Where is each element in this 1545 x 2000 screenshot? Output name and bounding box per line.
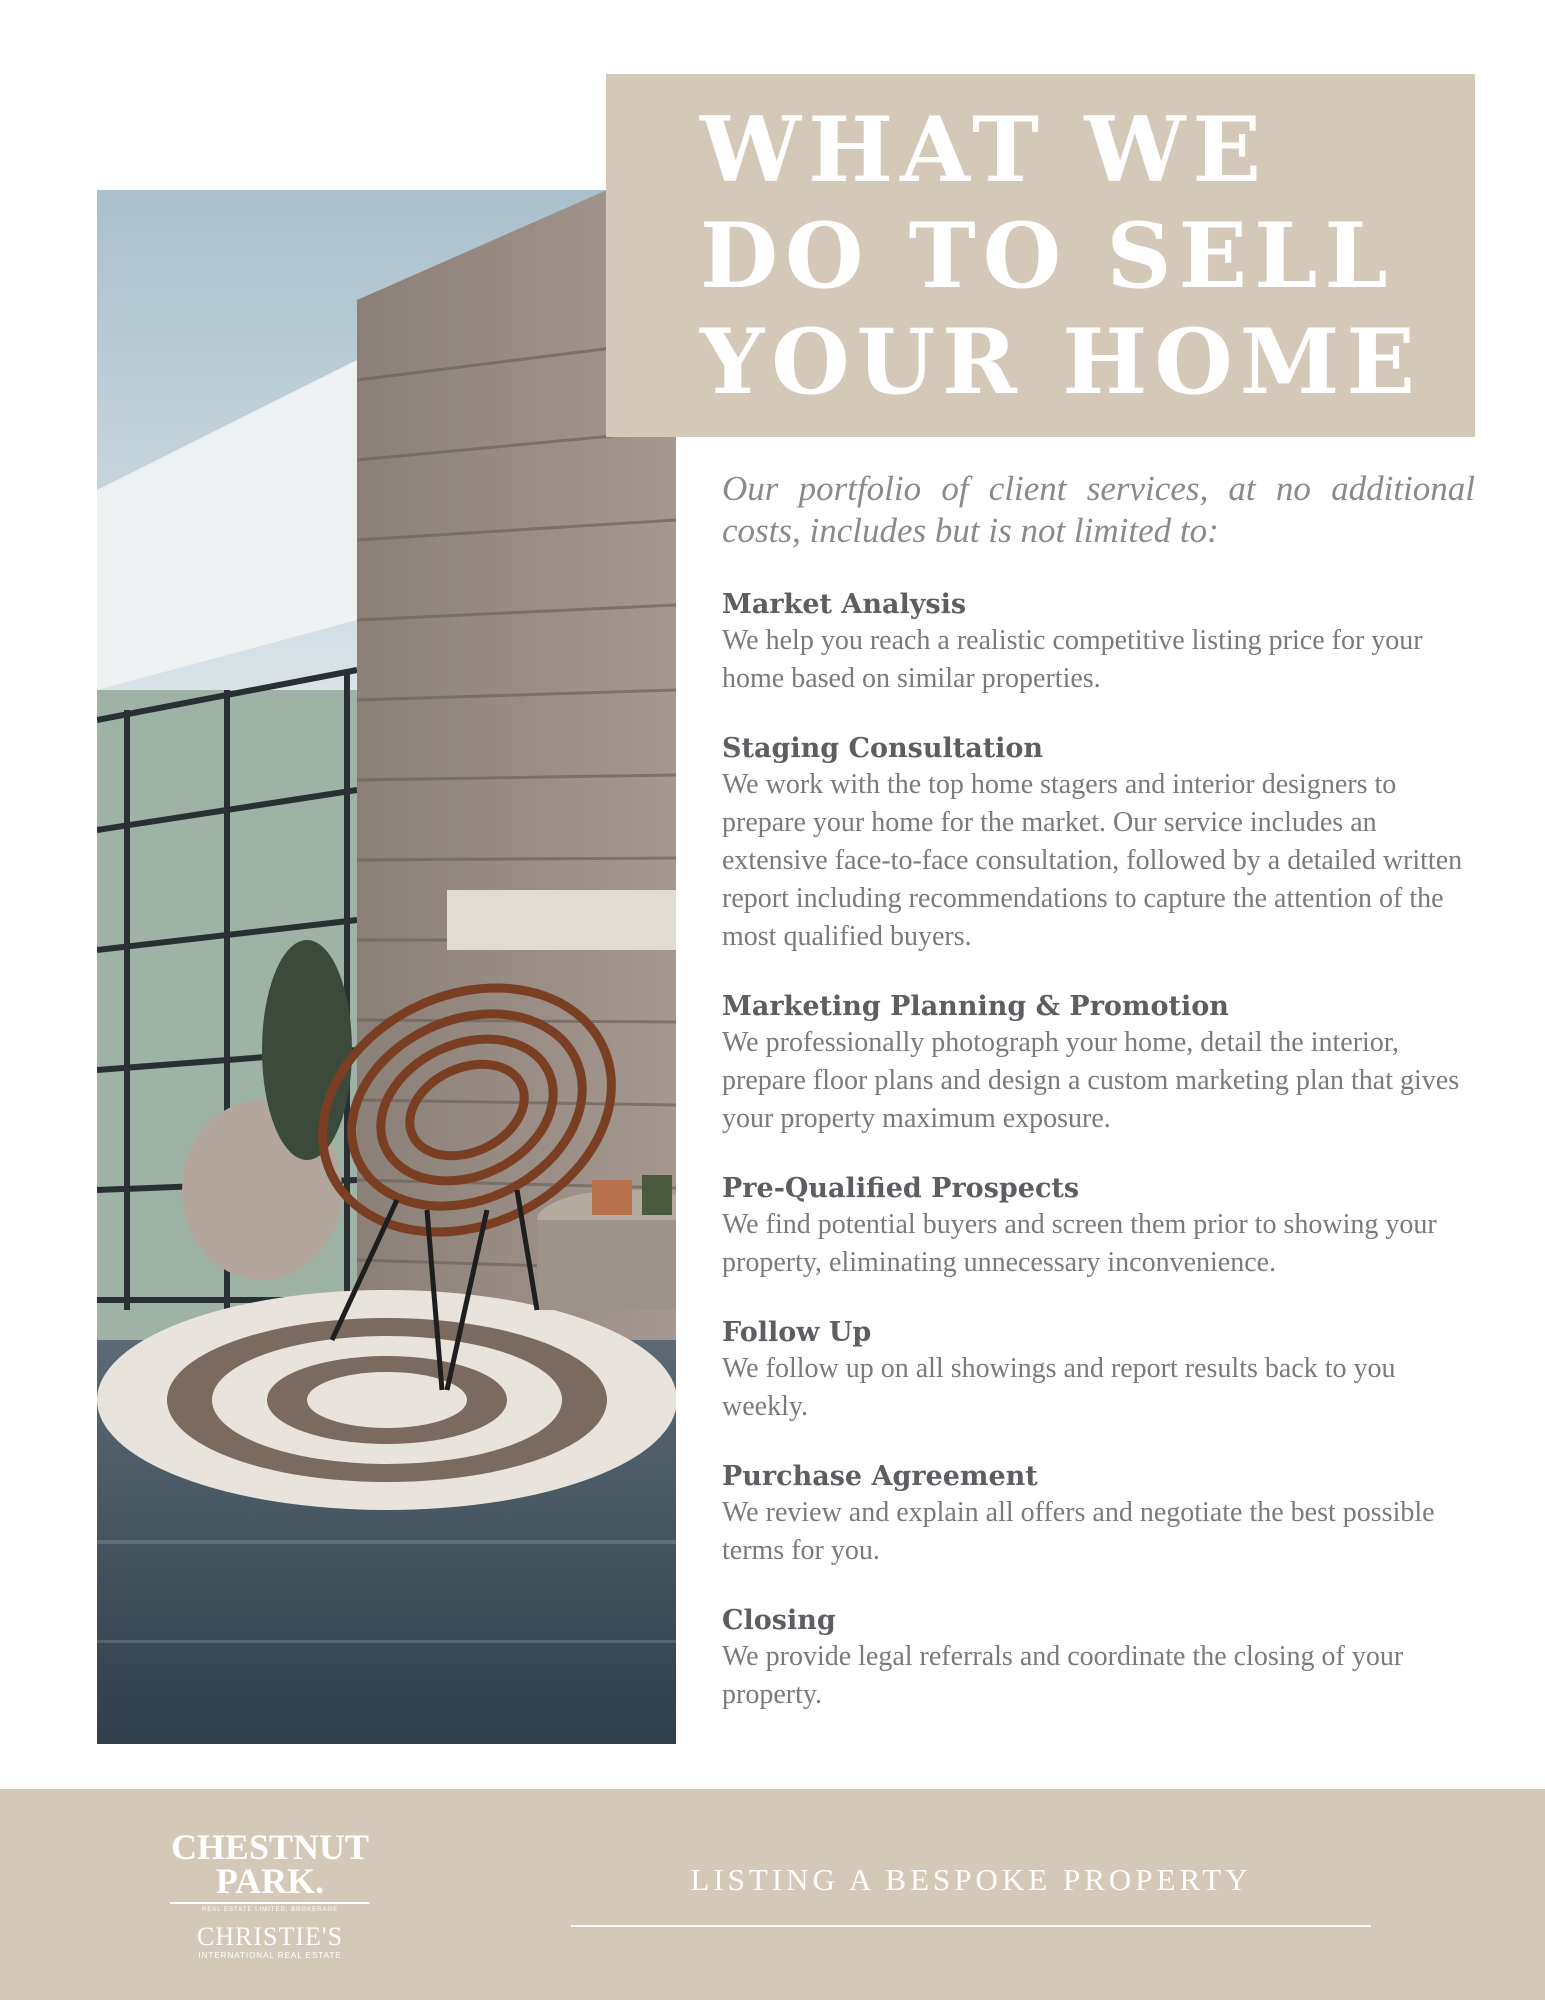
service-section: [722, 1172, 1475, 1282]
service-description: We find potential buyers and screen them prior to showing your property, eliminating unnecessary inconvenience.: [722, 1209, 1437, 1278]
service-title: Pre-Qualified Prospects: [722, 1173, 1080, 1204]
service-description: We help you reach a realistic competitive listing price for your home based on similar properties.: [722, 625, 1423, 694]
service-description: We review and explain all offers and negotiate the best possible terms for you.: [722, 1497, 1435, 1566]
footer: [0, 1789, 1545, 2000]
service-section: [722, 1460, 1475, 1570]
service-description: We provide legal referrals and coordinate the closing of your property.: [722, 1641, 1404, 1710]
logo-wordmark-line-1: CHESTNUT: [170, 1827, 370, 1867]
service-description: We follow up on all showings and report results back to you weekly.: [722, 1353, 1396, 1422]
service-section: [722, 588, 1475, 698]
interior-photo: [97, 190, 676, 1744]
logo-christies-subtitle: INTERNATIONAL REAL ESTATE: [198, 1951, 342, 1960]
service-title: Staging Consultation: [722, 733, 1044, 764]
page-title-line-2: DO TO SELL: [700, 203, 1395, 309]
brokerage-logo: [170, 1827, 370, 1960]
service-section: [722, 990, 1475, 1138]
title-banner: [606, 74, 1475, 437]
service-title: Closing: [722, 1605, 836, 1636]
service-section: [722, 1316, 1475, 1426]
service-section: [722, 732, 1475, 956]
footer-tagline: LISTING A BESPOKE PROPERTY: [690, 1862, 1252, 1897]
page-title-line-1: WHAT WE: [700, 97, 1268, 203]
logo-subtitle: REAL ESTATE LIMITED, BROKERAGE: [170, 1902, 370, 1913]
service-title: Marketing Planning & Promotion: [722, 991, 1229, 1022]
service-description: We work with the top home stagers and interior designers to prepare your home for the market. Our service includes an extensive face-to-face consultation, followed by a detailed written report including recommendations to capture the attention of the most qualified buyers.: [722, 769, 1463, 952]
service-section: [722, 1604, 1475, 1714]
service-title: Follow Up: [722, 1317, 872, 1348]
page-title-line-3: YOUR HOME: [700, 309, 1422, 415]
service-description: We professionally photograph your home, detail the interior, prepare floor plans and design a custom marketing plan that gives your property maximum exposure.: [722, 1027, 1460, 1134]
rattan-chair-photo: [97, 190, 676, 1744]
service-title: Market Analysis: [722, 589, 967, 620]
tagline-divider: [571, 1925, 1371, 1927]
intro-text: Our portfolio of client services, at no additional costs, includes but is not limited to:: [722, 469, 1475, 550]
logo-christies: CHRISTIE'S: [196, 1922, 344, 1951]
services-column: [722, 468, 1475, 1748]
service-title: Purchase Agreement: [722, 1461, 1038, 1492]
logo-wordmark-line-2: PARK.: [215, 1861, 325, 1901]
